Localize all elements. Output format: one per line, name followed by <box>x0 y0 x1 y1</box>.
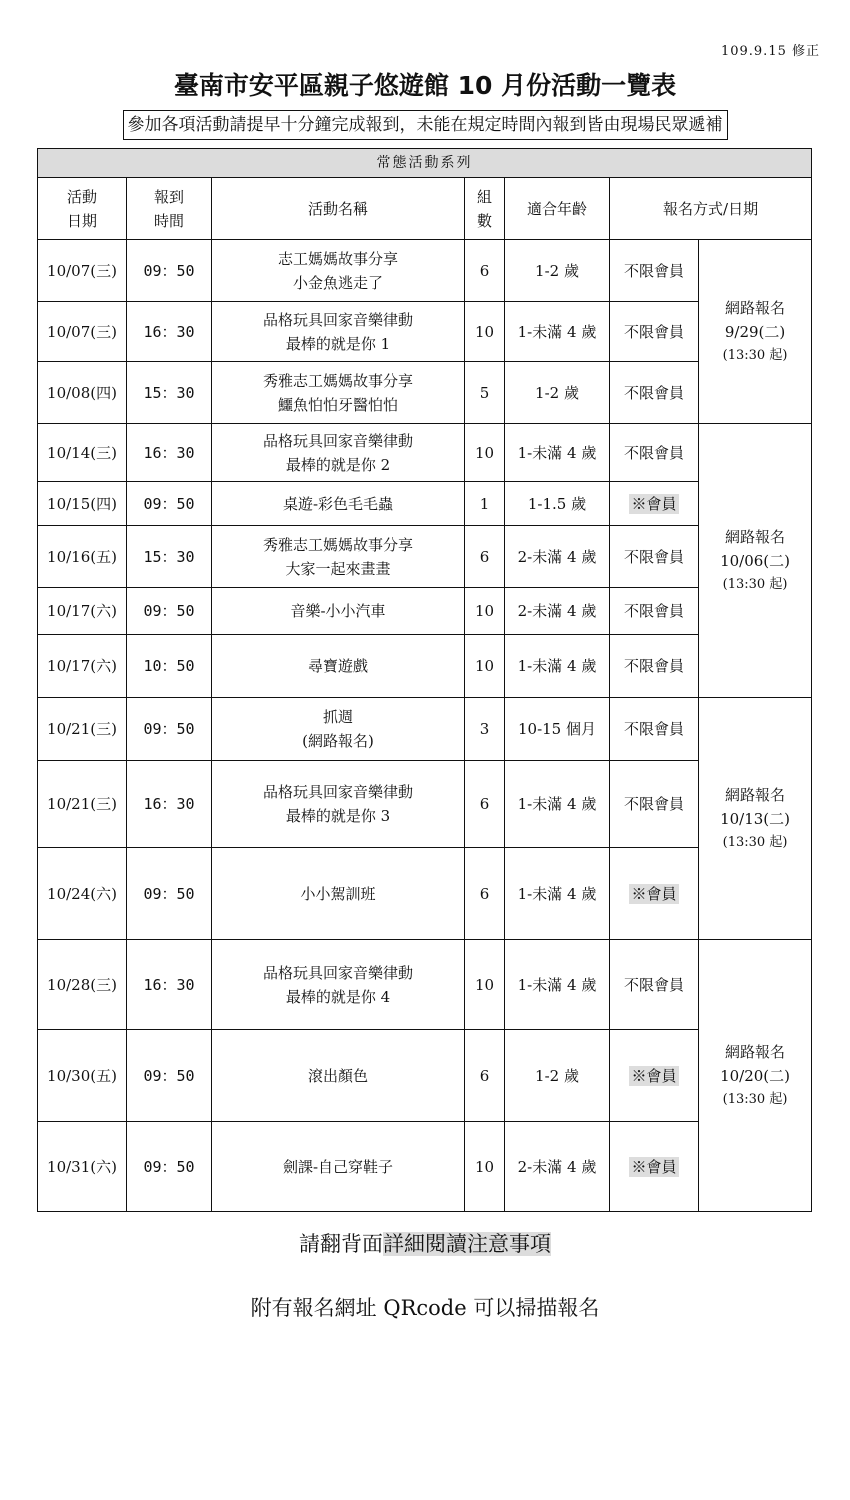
cell-date: 10/21(三) <box>38 698 127 761</box>
cell-age: 2-未滿 4 歲 <box>505 588 610 635</box>
cell-membership <box>610 482 699 526</box>
table-row <box>38 240 812 302</box>
header-date: 活動 日期 <box>38 178 127 240</box>
registration-method: 網路報名 <box>725 1042 786 1061</box>
membership-label: 不限會員 <box>623 322 684 341</box>
cell-time: 16：30 <box>127 761 212 848</box>
cell-time: 09：50 <box>127 1030 212 1122</box>
cell-time: 09：50 <box>127 698 212 761</box>
membership-label: 不限會員 <box>623 602 684 620</box>
activity-name-line2: 最棒的就是你 2 <box>285 455 391 474</box>
cell-activity-name <box>212 482 465 526</box>
cell-membership <box>610 240 699 302</box>
cell-activity-name <box>212 698 465 761</box>
membership-label: ※會員 <box>631 1066 677 1085</box>
cell-activity-name <box>212 240 465 302</box>
cell-date: 10/21(三) <box>38 761 127 848</box>
cell-membership <box>610 761 699 848</box>
cell-age: 1-未滿 4 歲 <box>505 761 610 848</box>
cell-groups: 10 <box>465 940 505 1030</box>
activity-name-line1: 音樂-小小汽車 <box>290 602 386 620</box>
table-row <box>38 588 812 635</box>
membership-label: 不限會員 <box>623 261 684 280</box>
activity-name-line1: 秀雅志工媽媽故事分享 <box>262 535 413 554</box>
cell-time: 09：50 <box>127 1122 212 1212</box>
membership-label: ※會員 <box>631 494 677 513</box>
cell-date: 10/14(三) <box>38 424 127 482</box>
activity-name-line1: 志工媽媽故事分享 <box>277 249 398 268</box>
registration-method: 網路報名 <box>725 785 786 804</box>
cell-groups: 6 <box>465 761 505 848</box>
cell-activity-name <box>212 1030 465 1122</box>
cell-groups: 5 <box>465 362 505 424</box>
cell-registration-period <box>699 698 812 940</box>
cell-date: 10/15(四) <box>38 482 127 526</box>
cell-groups: 10 <box>465 635 505 698</box>
cell-activity-name <box>212 761 465 848</box>
cell-age: 1-2 歲 <box>505 1030 610 1122</box>
cell-registration-period <box>699 940 812 1212</box>
membership-label: 不限會員 <box>623 383 684 402</box>
registration-date: 9/29(二) <box>724 322 786 341</box>
registration-date: 10/06(二) <box>720 551 791 570</box>
activity-name-line1: 滾出顏色 <box>307 1066 368 1085</box>
cell-membership <box>610 848 699 940</box>
cell-age: 1-2 歲 <box>505 362 610 424</box>
activity-name-line2: 最棒的就是你 1 <box>285 334 391 353</box>
cell-age: 1-未滿 4 歲 <box>505 302 610 362</box>
registration-from: (13:30 起) <box>722 576 788 592</box>
cell-time: 16：30 <box>127 302 212 362</box>
cell-date: 10/07(三) <box>38 302 127 362</box>
activity-name-line2: 小金魚逃走了 <box>292 273 383 292</box>
activity-name-line2: 最棒的就是你 4 <box>285 987 391 1006</box>
cell-date: 10/17(六) <box>38 635 127 698</box>
registration-method: 網路報名 <box>725 298 786 317</box>
cell-time: 09：50 <box>127 848 212 940</box>
cell-groups: 10 <box>465 1122 505 1212</box>
registration-from: (13:30 起) <box>722 834 788 850</box>
cell-activity-name <box>212 526 465 588</box>
cell-groups: 10 <box>465 302 505 362</box>
cell-date: 10/17(六) <box>38 588 127 635</box>
activity-name-line2: 大家一起來畫畫 <box>285 559 391 578</box>
cell-time: 16：30 <box>127 424 212 482</box>
membership-label: 不限會員 <box>623 975 684 994</box>
table-row <box>38 1122 812 1212</box>
table-row <box>38 362 812 424</box>
cell-membership <box>610 302 699 362</box>
cell-groups: 10 <box>465 588 505 635</box>
header-signup: 報名方式/日期 <box>610 178 812 240</box>
cell-membership <box>610 635 699 698</box>
footer-qrcode-note: 附有報名網址 QRcode 可以掃描報名 <box>250 1296 600 1320</box>
cell-membership <box>610 588 699 635</box>
cell-age: 1-未滿 4 歲 <box>505 940 610 1030</box>
cell-membership <box>610 362 699 424</box>
cell-time: 10：50 <box>127 635 212 698</box>
activity-name-line1: 劍課-自己穿鞋子 <box>282 1157 394 1176</box>
cell-activity-name <box>212 635 465 698</box>
registration-method: 網路報名 <box>725 527 786 546</box>
cell-age: 1-1.5 歲 <box>505 482 610 526</box>
cell-membership <box>610 940 699 1030</box>
activity-name-line1: 品格玩具回家音樂律動 <box>262 783 413 801</box>
cell-membership <box>610 424 699 482</box>
cell-registration-period <box>699 240 812 424</box>
cell-age: 2-未滿 4 歲 <box>505 1122 610 1212</box>
header-age: 適合年齡 <box>505 178 610 240</box>
table-row <box>38 698 812 761</box>
cell-membership <box>610 1030 699 1122</box>
cell-time: 09：50 <box>127 482 212 526</box>
cell-activity-name <box>212 1122 465 1212</box>
cell-activity-name <box>212 362 465 424</box>
table-row <box>38 482 812 526</box>
activity-name-line1: 品格玩具回家音樂律動 <box>262 963 413 982</box>
registration-date: 10/20(二) <box>720 1066 791 1085</box>
cell-membership <box>610 526 699 588</box>
cell-groups: 10 <box>465 424 505 482</box>
cell-membership <box>610 698 699 761</box>
activity-name-line1: 桌遊-彩色毛毛蟲 <box>282 494 394 513</box>
cell-time: 16：30 <box>127 940 212 1030</box>
cell-groups: 6 <box>465 1030 505 1122</box>
activity-name-line1: 抓週 <box>322 708 353 726</box>
cell-date: 10/07(三) <box>38 240 127 302</box>
activity-name-line1: 品格玩具回家音樂律動 <box>262 431 413 450</box>
membership-label: 不限會員 <box>623 795 684 813</box>
cell-date: 10/28(三) <box>38 940 127 1030</box>
registration-date: 10/13(二) <box>720 809 791 828</box>
notice-wrapper <box>0 110 850 140</box>
header-row <box>38 178 812 240</box>
page-title: 臺南市安平區親子悠遊館 10 月份活動一覽表 <box>173 71 677 100</box>
activity-table <box>37 148 812 1212</box>
header-groups: 組 數 <box>465 178 505 240</box>
table-row <box>38 1030 812 1122</box>
table-row <box>38 302 812 362</box>
cell-membership <box>610 1122 699 1212</box>
activity-name-line1: 秀雅志工媽媽故事分享 <box>262 371 413 390</box>
cell-date: 10/30(五) <box>38 1030 127 1122</box>
revision-note: 109.9.15 修正 <box>720 44 820 59</box>
cell-activity-name <box>212 302 465 362</box>
activity-name-line2: (網路報名) <box>302 732 374 750</box>
cell-time: 09：50 <box>127 588 212 635</box>
cell-groups: 6 <box>465 526 505 588</box>
membership-label: ※會員 <box>631 1157 677 1176</box>
cell-time: 15：30 <box>127 362 212 424</box>
membership-label: 不限會員 <box>623 720 684 738</box>
header-time: 報到 時間 <box>127 178 212 240</box>
membership-label: ※會員 <box>631 884 677 903</box>
table-row <box>38 635 812 698</box>
cell-age: 10-15 個月 <box>505 698 610 761</box>
cell-age: 1-未滿 4 歲 <box>505 424 610 482</box>
cell-groups: 1 <box>465 482 505 526</box>
cell-groups: 6 <box>465 240 505 302</box>
membership-label: 不限會員 <box>623 547 684 566</box>
table-row <box>38 424 812 482</box>
cell-date: 10/24(六) <box>38 848 127 940</box>
cell-age: 1-未滿 4 歲 <box>505 635 610 698</box>
table-row <box>38 848 812 940</box>
activity-name-line1: 品格玩具回家音樂律動 <box>262 310 413 329</box>
cell-date: 10/31(六) <box>38 1122 127 1212</box>
table-row <box>38 761 812 848</box>
cell-time: 15：30 <box>127 526 212 588</box>
membership-label: 不限會員 <box>623 657 684 675</box>
cell-activity-name <box>212 848 465 940</box>
header-name: 活動名稱 <box>212 178 465 240</box>
cell-age: 1-2 歲 <box>505 240 610 302</box>
cell-registration-period <box>699 424 812 698</box>
activity-name-line1: 小小駕訓班 <box>300 884 376 903</box>
footer-highlight: 詳細閱讀注意事項 <box>383 1232 551 1256</box>
cell-groups: 3 <box>465 698 505 761</box>
cell-activity-name <box>212 588 465 635</box>
cell-age: 2-未滿 4 歲 <box>505 526 610 588</box>
activity-name-line2: 最棒的就是你 3 <box>285 807 391 825</box>
registration-from: (13:30 起) <box>722 1091 788 1107</box>
cell-age: 1-未滿 4 歲 <box>505 848 610 940</box>
cell-activity-name <box>212 940 465 1030</box>
registration-from: (13:30 起) <box>722 347 788 363</box>
cell-date: 10/16(五) <box>38 526 127 588</box>
table-row <box>38 526 812 588</box>
cell-time: 09：50 <box>127 240 212 302</box>
footer-instruction: 請翻背面詳細閱讀注意事項 <box>299 1232 551 1256</box>
series-title: 常態活動系列 <box>38 149 812 178</box>
activity-name-line1: 尋寶遊戲 <box>307 657 368 675</box>
activity-name-line2: 鱷魚怕怕牙醫怕怕 <box>277 395 398 414</box>
cell-date: 10/08(四) <box>38 362 127 424</box>
cell-groups: 6 <box>465 848 505 940</box>
membership-label: 不限會員 <box>623 443 684 462</box>
table-row <box>38 940 812 1030</box>
cell-activity-name <box>212 424 465 482</box>
notice-box: 參加各項活動請提早十分鐘完成報到，未能在規定時間內報到皆由現場民眾遞補 <box>123 110 728 140</box>
